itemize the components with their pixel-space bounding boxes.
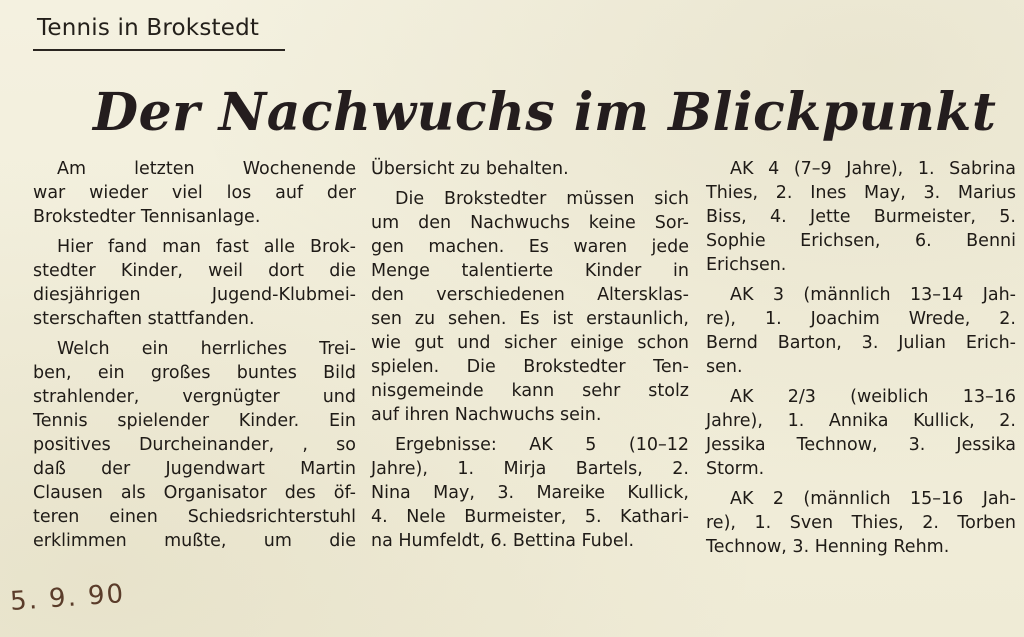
article-column-3 bbox=[706, 157, 1016, 559]
paragraph bbox=[706, 385, 1016, 481]
text-line: war wieder viel los auf der bbox=[33, 183, 356, 203]
text-line: Jahre), 1. Annika Kullick, 2. bbox=[706, 411, 1016, 431]
article-column-2 bbox=[371, 157, 689, 553]
text-line: Biss, 4. Jette Burmeister, 5. bbox=[706, 207, 1016, 227]
text-line: um den Nachwuchs keine Sor- bbox=[371, 213, 689, 233]
text-line: Jahre), 1. Mirja Bartels, 2. bbox=[371, 459, 689, 479]
paragraph bbox=[706, 283, 1016, 379]
text-line: re), 1. Joachim Wrede, 2. bbox=[706, 309, 1016, 329]
text-line: Clausen als Organisator des öf- bbox=[33, 483, 356, 503]
paragraph bbox=[706, 487, 1016, 559]
text-line: 4. Nele Burmeister, 5. Kathari- bbox=[371, 507, 689, 527]
text-line: sterschaften stattfanden. bbox=[33, 309, 255, 329]
text-line: stedter Kinder, weil dort die bbox=[33, 261, 356, 281]
text-line: Jessika Technow, 3. Jessika bbox=[706, 435, 1016, 455]
paragraph bbox=[706, 157, 1016, 277]
text-line: AK 4 (7–9 Jahre), 1. Sabrina bbox=[730, 159, 1016, 179]
text-line: re), 1. Sven Thies, 2. Torben bbox=[706, 513, 1016, 533]
paragraph bbox=[371, 187, 689, 427]
text-line: AK 2 (männlich 15–16 Jah- bbox=[730, 489, 1016, 509]
text-line: erklimmen mußte, um die bbox=[33, 531, 356, 551]
text-line: Welch ein herrliches Trei- bbox=[57, 339, 356, 359]
text-line: Hier fand man fast alle Brok- bbox=[57, 237, 356, 257]
section-kicker: Tennis in Brokstedt bbox=[37, 15, 260, 41]
text-line: Sophie Erichsen, 6. Benni bbox=[706, 231, 1016, 251]
text-line: Übersicht zu behalten. bbox=[371, 159, 569, 179]
text-line: sen zu sehen. Es ist erstaunlich, bbox=[371, 309, 689, 329]
text-line: sen. bbox=[706, 357, 743, 377]
text-line: Die Brokstedter müssen sich bbox=[395, 189, 689, 209]
paragraph bbox=[33, 337, 356, 553]
text-line: Thies, 2. Ines May, 3. Marius bbox=[706, 183, 1016, 203]
text-line: auf ihren Nachwuchs sein. bbox=[371, 405, 602, 425]
paragraph bbox=[33, 157, 356, 229]
text-line: diesjährigen Jugend-Klubmei- bbox=[33, 285, 356, 305]
text-line: gen machen. Es waren jede bbox=[371, 237, 689, 257]
paragraph bbox=[33, 235, 356, 331]
text-line: ben, ein großes buntes Bild bbox=[33, 363, 356, 383]
article-column-1 bbox=[33, 157, 356, 553]
text-line: teren einen Schiedsrichterstuhl bbox=[33, 507, 356, 527]
paragraph bbox=[371, 433, 689, 553]
text-line: Erichsen. bbox=[706, 255, 787, 275]
text-line: den verschiedenen Altersklas- bbox=[371, 285, 689, 305]
text-line: Am letzten Wochenende bbox=[57, 159, 356, 179]
text-line: Tennis spielender Kinder. Ein bbox=[33, 411, 356, 431]
kicker-underline bbox=[33, 49, 285, 51]
text-line: Menge talentierte Kinder in bbox=[371, 261, 689, 281]
handwritten-date: 5. 9. 90 bbox=[9, 579, 127, 617]
headline: Der Nachwuchs im Blickpunkt bbox=[93, 82, 997, 143]
text-line: nisgemeinde kann sehr stolz bbox=[371, 381, 689, 401]
text-line: Ergebnisse: AK 5 (10–12 bbox=[395, 435, 689, 455]
text-line: daß der Jugendwart Martin bbox=[33, 459, 356, 479]
text-line: Bernd Barton, 3. Julian Erich- bbox=[706, 333, 1016, 353]
text-line: spielen. Die Brokstedter Ten- bbox=[371, 357, 689, 377]
text-line: strahlender, vergnügter und bbox=[33, 387, 356, 407]
text-line: Nina May, 3. Mareike Kullick, bbox=[371, 483, 689, 503]
text-line: Storm. bbox=[706, 459, 765, 479]
text-line: Brokstedter Tennisanlage. bbox=[33, 207, 261, 227]
text-line: positives Durcheinander, , so bbox=[33, 435, 356, 455]
text-line: na Humfeldt, 6. Bettina Fubel. bbox=[371, 531, 635, 551]
paragraph bbox=[371, 157, 689, 181]
text-line: AK 3 (männlich 13–14 Jah- bbox=[730, 285, 1016, 305]
text-line: wie gut und sicher einige schon bbox=[371, 333, 689, 353]
text-line: Technow, 3. Henning Rehm. bbox=[706, 537, 950, 557]
text-line: AK 2/3 (weiblich 13–16 bbox=[730, 387, 1016, 407]
